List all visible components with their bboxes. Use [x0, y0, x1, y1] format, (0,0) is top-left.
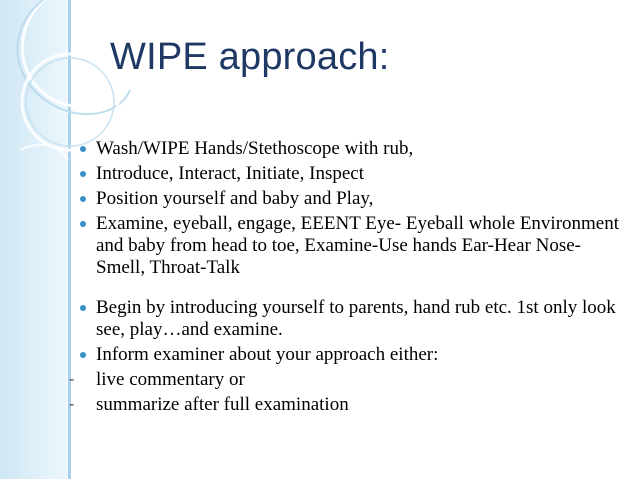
bullet-list	[69, 138, 623, 419]
bullet-icon	[80, 305, 86, 311]
list-item-text: Begin by introducing yourself to parents, hand rub etc. 1st only look see, play…and examine.	[96, 297, 616, 340]
bullet-icon	[80, 171, 86, 177]
list-item-text: Examine, eyeball, engage, EEENT Eye- Eyeball whole Environment and baby from head to toe, Examine-Use hands Ear-Hear Nose-Smell, Throat-Talk	[96, 213, 620, 278]
bullet-icon	[80, 352, 86, 358]
list-item	[78, 297, 623, 341]
list-item	[69, 369, 623, 391]
dash-marker: -	[69, 371, 75, 388]
list-item-text: live commentary or	[96, 369, 245, 390]
list-item	[78, 213, 623, 279]
list-item-text: Position yourself and baby and Play,	[96, 188, 374, 209]
bullet-icon	[80, 196, 86, 202]
list-item-text: summarize after full examination	[96, 394, 349, 415]
list-item-text: Introduce, Interact, Initiate, Inspect	[96, 163, 364, 184]
slide-title: WIPE approach:	[110, 36, 390, 78]
list-item	[78, 344, 623, 366]
list-item-text: Wash/WIPE Hands/Stethoscope with rub,	[96, 138, 414, 159]
list-item	[69, 394, 623, 416]
bullet-icon	[80, 146, 86, 152]
list-item-text: Inform examiner about your approach either:	[96, 344, 439, 365]
dash-marker: -	[69, 396, 75, 413]
list-item	[78, 138, 623, 160]
list-item	[78, 163, 623, 185]
bullet-icon	[80, 221, 86, 227]
list-item	[78, 188, 623, 210]
